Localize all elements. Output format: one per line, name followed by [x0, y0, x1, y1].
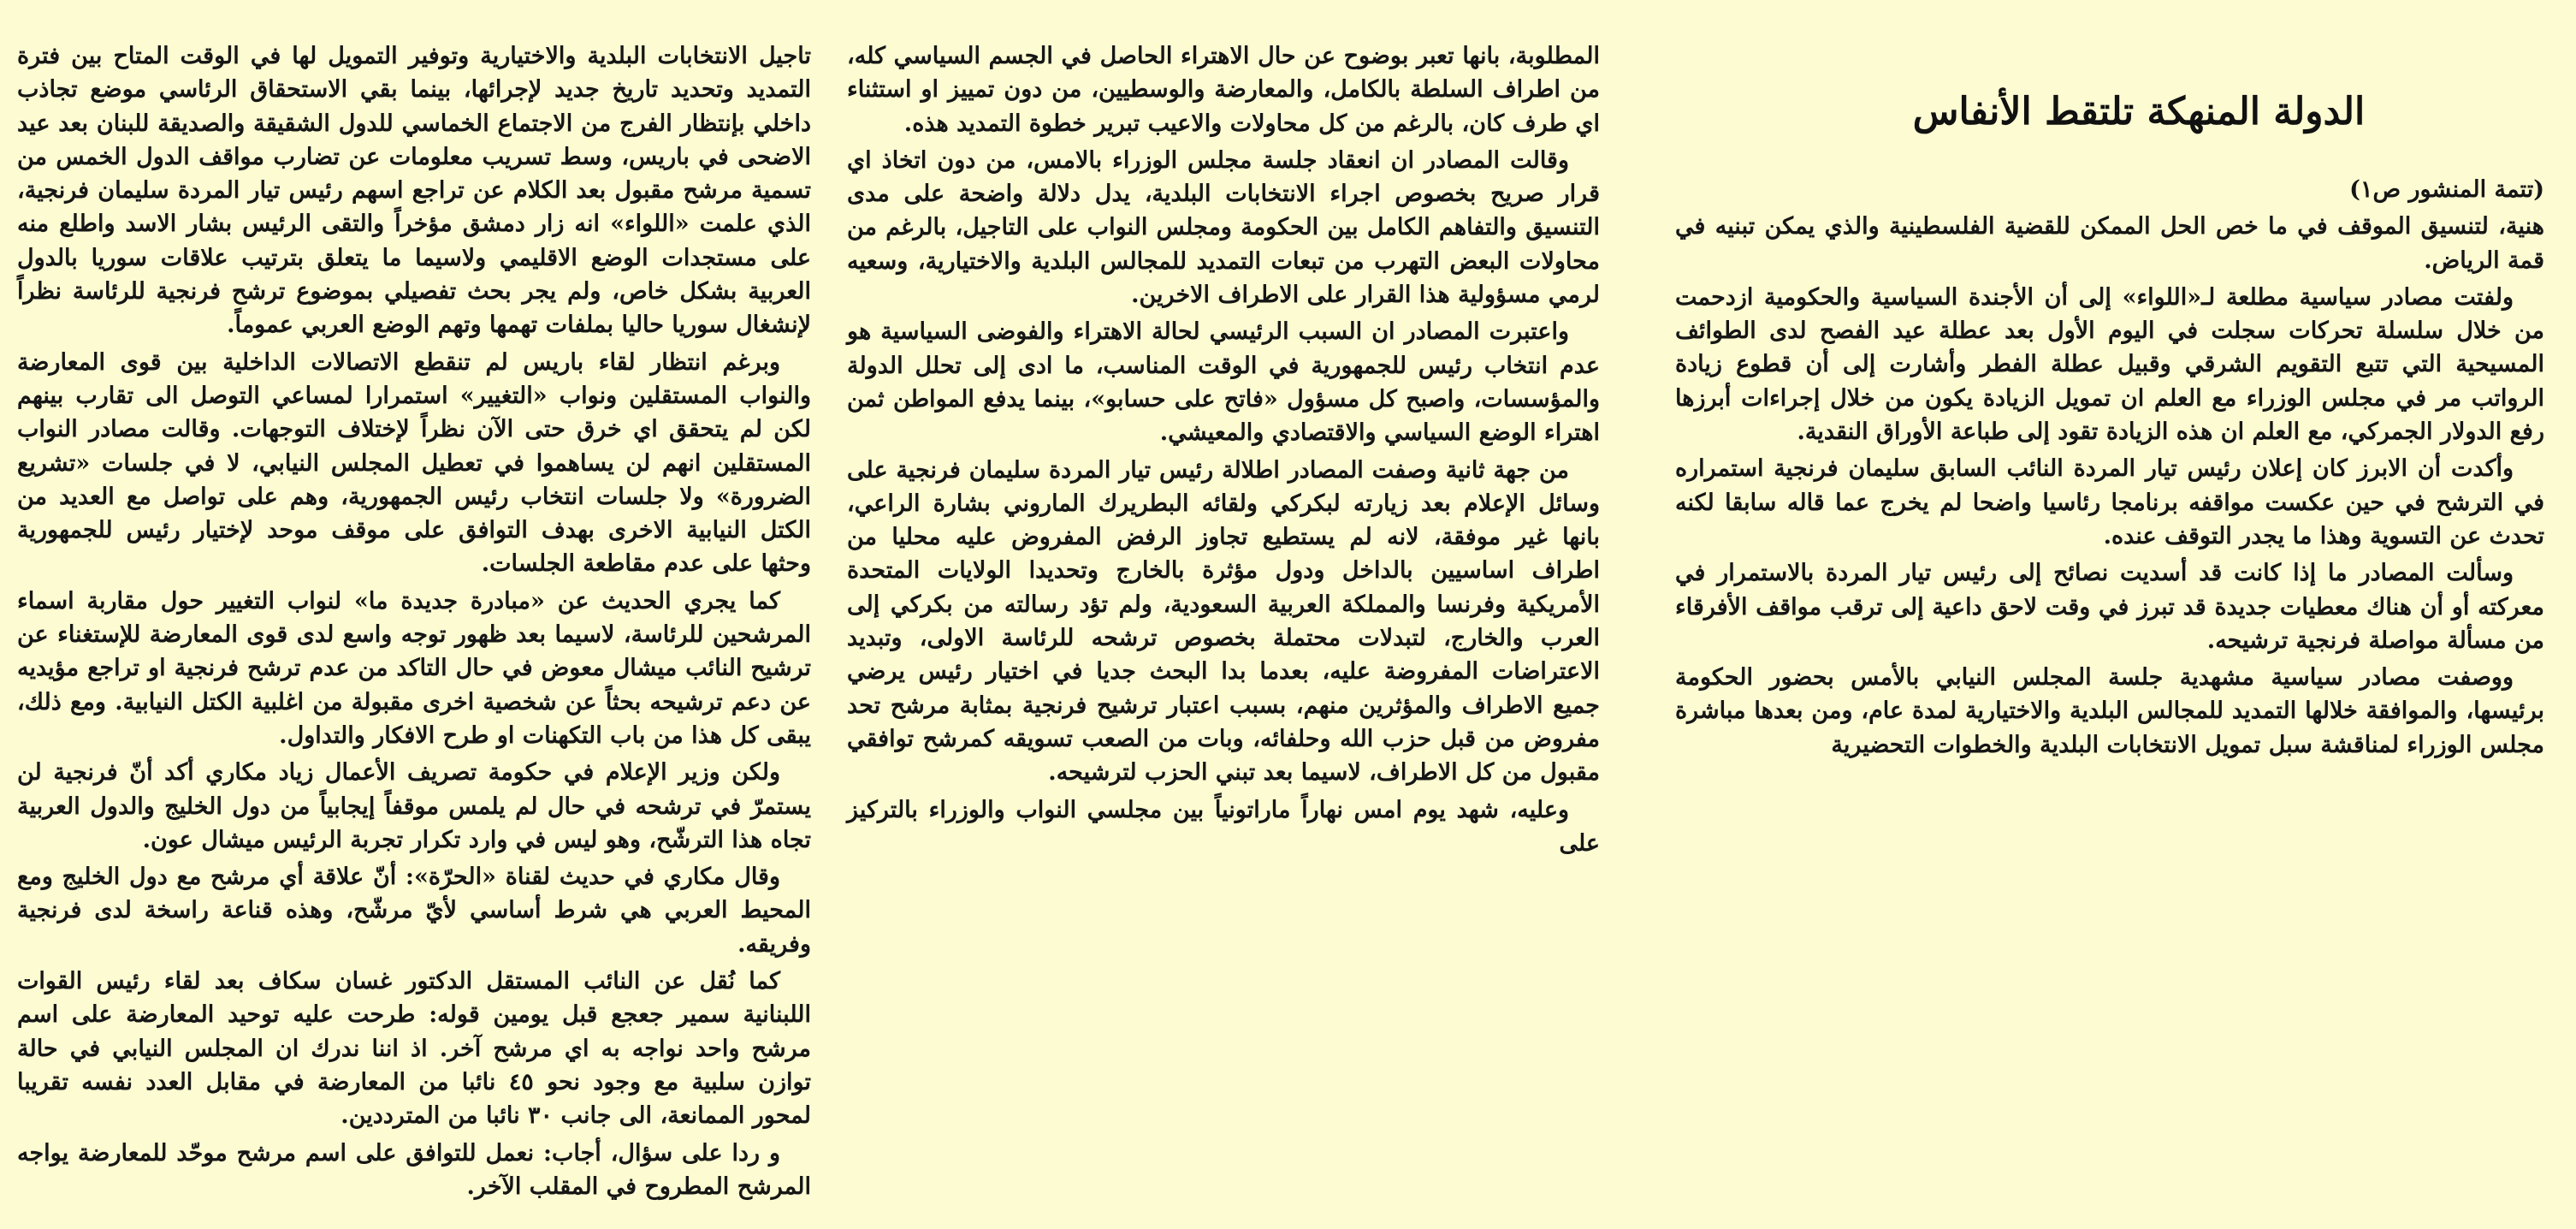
paragraph: المطلوبة، بانها تعبر بوضوح عن حال الاهتراء الحاصل في الجسم السياسي كله، من اطراف السلطة بالكامل، والمعارضة والوسطيين، من دون تمييز او استثناء اي طرف كان، بالرغم من كل محاولات والاعيب تبرير خطوة التمديد هذه.: [847, 43, 1600, 137]
paragraph: ولكن وزير الإعلام في حكومة تصريف الأعمال زياد مكاري أكد أنّ فرنجية لن يستمرّ في ترشحه في حال لم يلمس موقفاً إيجابياً من دول الخليج والدول العربية تجاه هذا الترشّح، وهو ليس في وارد تكرار تجربة الرئيس ميشال عون.: [17, 759, 811, 853]
paragraph: واعتبرت المصادر ان السبب الرئيسي لحالة الاهتراء والفوضى السياسية هو عدم انتخاب رئيس للجمهورية في الوقت المناسب، ما ادى إلى تحلل الدولة والمؤسسات، واصبح كل مسؤول «فاتح على حسابو»، بينما يدفع المواطن ثمن اهتراء الوضع السياسي والاقتصادي والمعيشي.: [847, 318, 1600, 447]
paragraph: وأكدت أن الابرز كان إعلان رئيس تيار المردة النائب السابق سليمان فرنجية استمراره في الترشح في حين عكست مواقفه برنامجا رئاسيا واضحا لم يخرج عما قاله سابقا لكنه تحدث عن التسوية وهذا ما يجدر التوقف عنده.: [1675, 455, 2544, 549]
article-column-right: [1675, 70, 2544, 765]
paragraph: من جهة ثانية وصفت المصادر اطلالة رئيس تيار المردة سليمان فرنجية على وسائل الإعلام بعد زيارته لبكركي ولقائه البطريرك الماروني بشارة الراعي، بانها غير موفقة، لانه لم يستطيع تجاوز الرفض المفروض عليه محليا من اطراف اساسيين بالداخل ودول مؤثرة بالخارج وتحديدا الولايات المتحدة الأمريكية وفرنسا والمملكة العربية السعودية، ولم تؤد رسالته من بكركي إلى العرب والخارج، لتبدلات محتملة بخصوص ترشحه للرئاسة الاولى، وتبديد الاعتراضات المفروضة عليه، بعدما بدا البحث جديا في اختيار رئيس يرضي جميع الاطراف والمؤثرين منهم، بسبب اعتبار ترشيح فرنجية بمثابة مرشح تحد مفروض من قبل حزب الله وحلفائه، وبات من الصعب تسويقه كمرشح توافقي مقبول من كل الاطراف، لاسيما بعد تبني الحزب لترشيحه.: [847, 456, 1600, 787]
paragraph: وبرغم انتظار لقاء باريس لم تنقطع الاتصالات الداخلية بين قوى المعارضة والنواب المستقلين ونواب «التغيير» استمرارا لمساعي التوصل الى تقارب بينهم لكن لم يتحقق اي خرق حتى الآن نظراً لإختلاف التوجهات. وقالت مصادر النواب المستقلين انهم لن يساهموا في تعطيل المجلس النيابي، لا في جلسات «تشريع الضرورة» ولا جلسات انتخاب رئيس الجمهورية، وهم على تواصل مع العديد من الكتل النيابية الاخرى بهدف التوافق على موقف موحد لإختيار رئيس للجمهورية وحثها على عدم مقاطعة الجلسات.: [17, 348, 811, 578]
paragraph: ولفتت مصادر سياسية مطلعة لـ«اللواء» إلى أن الأجندة السياسية والحكومية ازدحمت من خلال سلسلة تحركات سجلت في اليوم الأول بعد عطلة عيد الفصح لدى الطوائف المسيحية التي تتبع التقويم الشرقي وقبيل عطلة الفطر وأشارت إلى أن قطوع زيادة الرواتب مر في مجلس الوزراء مع العلم ان تمويل الزيادة يكون من خلال إجراءات أبرزها رفع الدولار الجمركي، مع العلم ان هذه الزيادة تقود إلى طباعة الأوراق النقدية.: [1675, 283, 2544, 446]
paragraph: كما نُقل عن النائب المستقل الدكتور غسان سكاف بعد لقاء رئيس القوات اللبنانية سمير جعجع قبل يومين قوله: طرحت عليه توحيد المعارضة على اسم مرشح واحد نواجه به اي مرشح آخر. اذ اننا ندرك ان المجلس النيابي في حالة توازن سلبية مع وجود نحو ٤٥ نائبا من المعارضة في مقابل العدد نفسه تقريبا لمحور الممانعة، الى جانب ٣٠ نائبا من المترددين.: [17, 968, 811, 1130]
paragraph: و ردا على سؤال، أجاب: نعمل للتوافق على اسم مرشح موحّد للمعارضة يواجه المرشح المطروح في المقلب الآخر.: [17, 1139, 811, 1200]
paragraph: وقال مكاري في حديث لقناة «الحرّة»: أنّ علاقة أي مرشح مع دول الخليج ومع المحيط العربي هي شرط أساسي لأيّ مرشّح، وهذه قناعة راسخة لدى فرنجية وفريقه.: [17, 864, 811, 958]
article-column-middle: [847, 39, 1600, 864]
article-headline: الدولة المنهكة تلتقط الأنفاس: [1912, 90, 2366, 134]
paragraph: تاجيل الانتخابات البلدية والاختيارية وتوفير التمويل لها في الوقت المتاح بين فترة التمديد وتحديد تاريخ جديد لإجرائها، بينما بقي الاستحقاق الرئاسي موضع تجاذب داخلي بإنتظار الفرج من الاجتماع الخماسي للدول الشقيقة والصديقة للبنان بعد عيد الاضحى في باريس، وسط تسريب معلومات عن تضارب مواقف الدول الخمس من تسمية مرشح مقبول بعد الكلام عن تراجع اسهم رئيس تيار المردة سليمان فرنجية، الذي علمت «اللواء» انه زار دمشق مؤخراً والتقى الرئيس بشار الاسد واطلع منه على مستجدات الوضع الاقليمي ولاسيما ما يتعلق بترتيب علاقات سوريا بالدول العربية بشكل خاص، ولم يجر بحث تفصيلي بموضوع ترشح فرنجية للرئاسة نظراً لإنشغال سوريا حاليا بملفات تهمها وتهم الوضع العربي عموماً.: [17, 43, 811, 339]
continued-note: (تتمة المنشور ص١): [2349, 176, 2544, 203]
paragraph: وقالت المصادر ان انعقاد جلسة مجلس الوزراء بالامس، من دون اتخاذ اي قرار صريح بخصوص اجراء الانتخابات البلدية، يدل دلالة واضحة على مدى التنسيق والتفاهم الكامل بين الحكومة ومجلس النواب على التاجيل، بالرغم من محاولات البعض التهرب من تبعات التمديد للمجالس البلدية والاختيارية، وسعيه لرمي مسؤولية هذا القرار على الاطراف الاخرين.: [847, 146, 1600, 309]
paragraph: ووصفت مصادر سياسية مشهدية جلسة المجلس النيابي بالأمس بحضور الحكومة برئيسها، والموافقة خلالها التمديد للمجالس البلدية والاختيارية لمدة عام، ومن بعدها مباشرة مجلس الوزراء لمناقشة سبل تمويل الانتخابات البلدية والخطوات التحضيرية: [1675, 664, 2544, 758]
paragraph: وعليه، شهد يوم امس نهاراً ماراتونياً بين مجلسي النواب والوزراء بالتركيز على: [847, 796, 1600, 857]
article-column-left: [17, 39, 811, 1207]
paragraph: وسألت المصادر ما إذا كانت قد أسديت نصائح إلى رئيس تيار المردة بالاستمرار في معركته أو أن هناك معطيات جديدة قد تبرز في وقت لاحق داعية إلى ترقب مواقف الأفرقاء من مسألة مواصلة فرنجية ترشيحه.: [1675, 560, 2544, 654]
paragraph: هنية، لتنسيق الموقف في ما خص الحل الممكن للقضية الفلسطينية والذي يمكن تبنيه في قمة الرياض.: [1675, 213, 2544, 274]
paragraph: كما يجري الحديث عن «مبادرة جديدة ما» لنواب التغيير حول مقاربة اسماء المرشحين للرئاسة، لاسيما بعد ظهور توجه واسع لدى قوى المعارضة للإستغناء عن ترشيح النائب ميشال معوض في حال التاكد من عدم ترشح فرنجية او تراجع مؤيديه عن دعم ترشيحه بحثاً عن شخصية اخرى مقبولة من اغلبية الكتل النيابية. ومع ذلك، يبقى كل هذا من باب التكهنات او طرح الافكار والتداول.: [17, 587, 811, 749]
